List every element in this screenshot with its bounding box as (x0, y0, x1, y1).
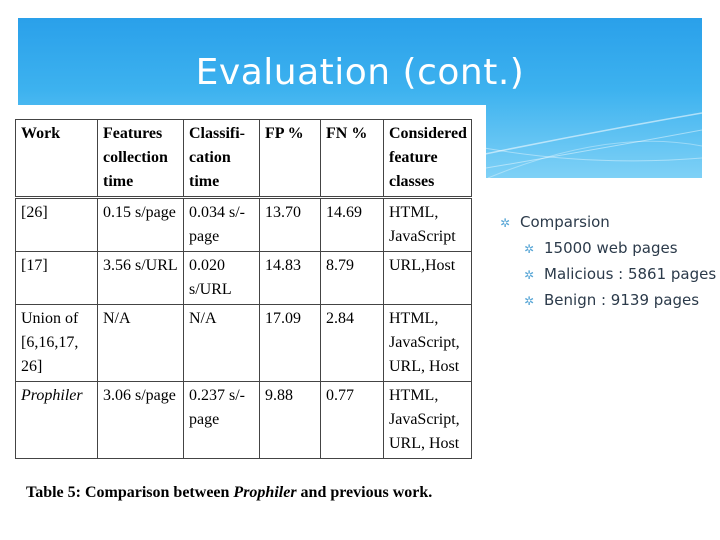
cell-collection-time: N/A (98, 305, 184, 382)
cell-feature-classes: HTML, JavaScript (384, 198, 472, 252)
cell-work: [17] (16, 252, 98, 305)
bullet-text: Benign : 9139 pages (544, 291, 700, 309)
asterisk-bullet-icon: ✲ (524, 268, 535, 282)
caption-suffix: and previous work. (296, 484, 433, 501)
cell-collection-time: 3.06 s/page (98, 382, 184, 459)
table-row (16, 382, 472, 459)
header-features-collection-time: Features collection time (98, 120, 184, 198)
cell-fp: 17.09 (260, 305, 321, 382)
cell-feature-classes: HTML, JavaScript, URL, Host (384, 382, 472, 459)
table-header-row (16, 120, 472, 198)
table-row (16, 198, 472, 252)
bullet-text: Malicious : 5861 pages (544, 265, 717, 283)
cell-fn: 0.77 (321, 382, 384, 459)
cell-collection-time: 3.56 s/URL (98, 252, 184, 305)
cell-classification-time: 0.034 s/-page (184, 198, 260, 252)
caption-emphasis: Prophiler (233, 484, 297, 501)
bullet-list (500, 212, 715, 316)
header-fp: FP % (260, 120, 321, 198)
header-work: Work (16, 120, 98, 198)
cell-work: Prophiler (16, 382, 98, 459)
header-fn: FN % (321, 120, 384, 198)
cell-classification-time: 0.237 s/-page (184, 382, 260, 459)
caption-prefix: Table 5: Comparison between (26, 484, 234, 501)
header-classification-time: Classifi-cation time (184, 120, 260, 198)
bullet-text: Comparsion (520, 213, 610, 231)
cell-fn: 2.84 (321, 305, 384, 382)
cell-fp: 9.88 (260, 382, 321, 459)
cell-classification-time: N/A (184, 305, 260, 382)
cell-fn: 8.79 (321, 252, 384, 305)
cell-work: Union of [6,16,17, 26] (16, 305, 98, 382)
table-caption (26, 484, 466, 502)
cell-feature-classes: URL,Host (384, 252, 472, 305)
asterisk-bullet-icon: ✲ (524, 242, 535, 256)
cell-fn: 14.69 (321, 198, 384, 252)
asterisk-bullet-icon: ✲ (500, 216, 511, 230)
table-row (16, 252, 472, 305)
cell-collection-time: 0.15 s/page (98, 198, 184, 252)
bullet-comparison (500, 212, 715, 232)
header-feature-classes: Considered feature classes (384, 120, 472, 198)
cell-classification-time: 0.020 s/URL (184, 252, 260, 305)
sub-bullet-benign (500, 290, 715, 310)
sub-bullet-malicious (500, 264, 715, 284)
cell-work: [26] (16, 198, 98, 252)
cell-fp: 13.70 (260, 198, 321, 252)
slide-title: Evaluation (cont.) (195, 52, 525, 93)
cell-feature-classes: HTML, JavaScript, URL, Host (384, 305, 472, 382)
bullet-text: 15000 web pages (544, 239, 678, 257)
sub-bullet-total (500, 238, 715, 258)
table-row (16, 305, 472, 382)
comparison-table (15, 119, 472, 459)
asterisk-bullet-icon: ✲ (524, 294, 535, 308)
cell-fp: 14.83 (260, 252, 321, 305)
